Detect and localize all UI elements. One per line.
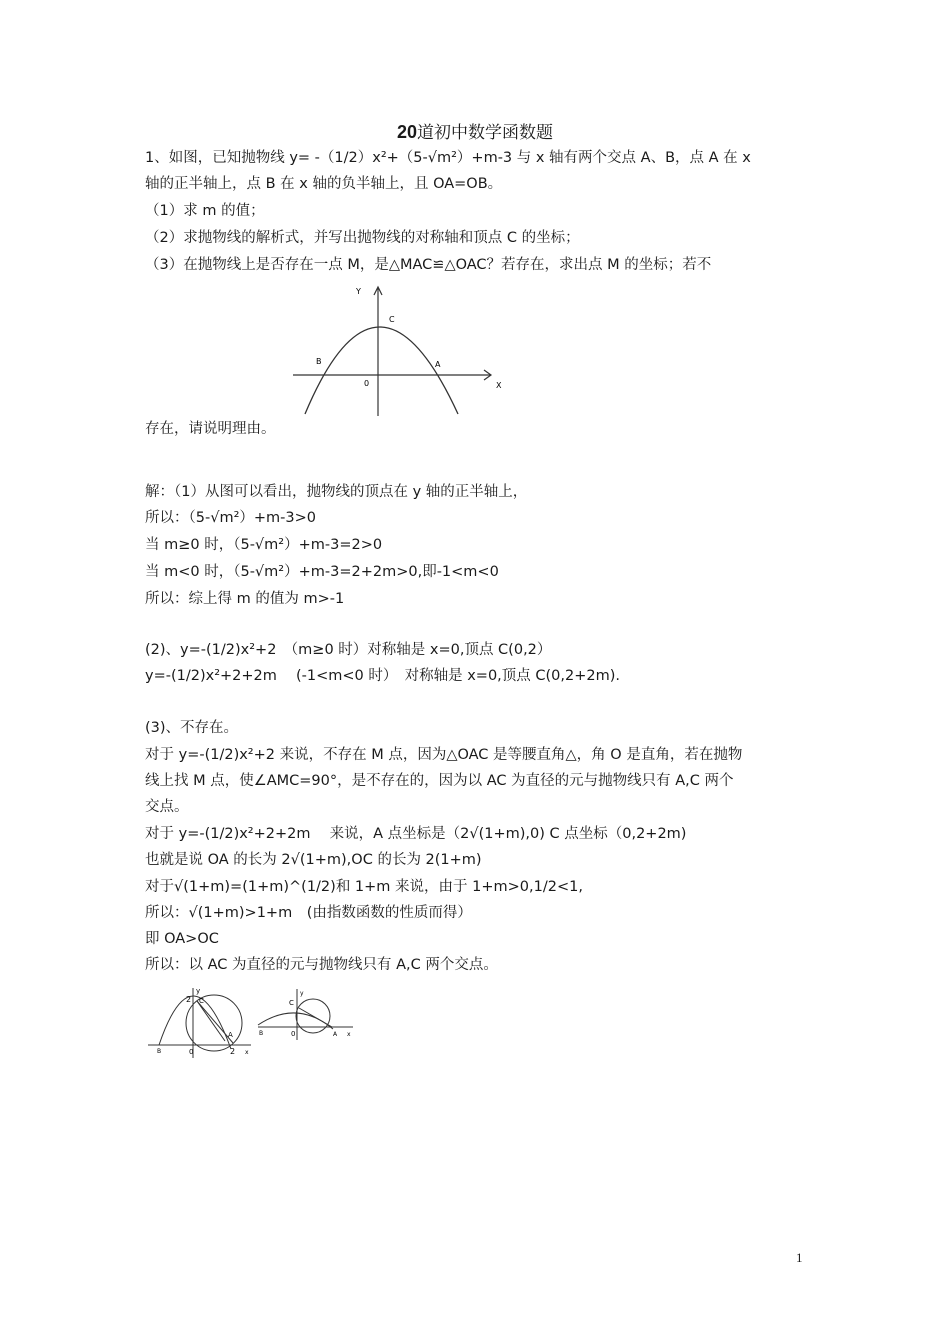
fig2-b-label: B xyxy=(157,1048,162,1055)
title-number: 20 xyxy=(396,122,418,142)
problem-line-1: 1、如图，已知抛物线 y= -（1/2）x²+（5-√m²）+m-3 与 x 轴有两个交点 A、B，点 A 在 x xyxy=(145,150,751,166)
solution-line-17: 所以：以 AC 为直径的元与抛物线只有 A,C 两个交点。 xyxy=(145,957,498,973)
fig2-segment-cm xyxy=(197,1001,225,1041)
solution-line-14: 对于√(1+m)=(1+m)^(1/2)和 1+m 来说，由于 1+m>0,1/2<1, xyxy=(145,879,583,895)
solution-line-4: 当 m<0 时，（5-√m²）+m-3=2+2m>0,即-1<m<0 xyxy=(145,564,499,580)
parabola-figure xyxy=(290,280,510,420)
solution-line-2: 所以：（5-√m²）+m-3>0 xyxy=(145,510,316,526)
problem-line-4: （2）求抛物线的解析式，并写出抛物线的对称轴和顶点 C 的坐标； xyxy=(145,230,580,246)
fig3-o-label: 0 xyxy=(291,1030,296,1038)
solution-line-5: 所以：综上得 m 的值为 m>-1 xyxy=(145,591,345,607)
fig2-c-label: C xyxy=(199,997,204,1005)
fig3-b-label: B xyxy=(259,1030,264,1037)
y-axis-label: Y xyxy=(356,287,361,296)
solution-line-11: 交点。 xyxy=(145,799,189,815)
fig3-a-label: A xyxy=(333,1031,338,1038)
fig2-o-label: 0 xyxy=(189,1048,194,1056)
fig3-y-label: y xyxy=(300,990,304,997)
solution-line-10: 线上找 M 点，使∠AMC=90°，是不存在的，因为以 AC 为直径的元与抛物线只有 A,C 两个 xyxy=(145,773,734,789)
fig3-segment-ac xyxy=(299,1008,332,1027)
fig2-a-label: A xyxy=(228,1031,233,1039)
origin-label: 0 xyxy=(364,379,370,388)
solution-line-9: 对于 y=-(1/2)x²+2 来说，不存在 M 点，因为△OAC 是等腰直角△，角 O 是直角，若在抛物 xyxy=(145,747,743,763)
solution-line-15: 所以：√(1+m)>1+m (由指数函数的性质而得） xyxy=(145,905,472,921)
fig2-parabola xyxy=(159,996,231,1049)
problem-line-3: （1）求 m 的值； xyxy=(145,203,265,219)
solution-line-8: (3)、不存在。 xyxy=(145,720,239,736)
circle-figure-2 xyxy=(255,985,360,1045)
point-b-label: B xyxy=(316,357,322,366)
problem-line-6: 存在，请说明理由。 xyxy=(145,421,276,437)
solution-line-13: 也就是说 OA 的长为 2√(1+m),OC 的长为 2(1+m) xyxy=(145,852,482,868)
solution-line-6: (2)、y=-(1/2)x²+2 （m≥0 时）对称轴是 x=0,顶点 C(0,2） xyxy=(145,642,552,658)
title-text: 道初中数学函数题 xyxy=(417,123,554,143)
fig3-c-label: C xyxy=(289,999,294,1007)
solution-line-1: 解：（1）从图可以看出，抛物线的顶点在 y 轴的正半轴上， xyxy=(145,484,528,500)
fig3-x-label: x xyxy=(347,1031,351,1038)
problem-line-2: 轴的正半轴上，点 B 在 x 轴的负半轴上，且 OA=OB。 xyxy=(145,176,503,192)
page-number: 1 xyxy=(796,1250,803,1265)
fig2-two-top: 2 xyxy=(186,995,192,1004)
vertex-c-label: C xyxy=(389,315,395,324)
fig2-y-label: y xyxy=(196,987,201,995)
document-title xyxy=(0,118,950,143)
fig2-circle xyxy=(186,995,242,1051)
problem-line-5: （3）在抛物线上是否存在一点 M，是△MAC≌△OAC？若存在，求出点 M 的坐标；若不 xyxy=(145,257,712,273)
point-a-label: A xyxy=(435,360,441,369)
x-axis-label: X xyxy=(496,381,502,390)
circle-figure-1 xyxy=(145,985,255,1060)
solution-line-3: 当 m≥0 时，（5-√m²）+m-3=2>0 xyxy=(145,537,383,553)
solution-line-7: y=-(1/2)x²+2+2m (-1<m<0 时） 对称轴是 x=0,顶点 C(0,2+2m). xyxy=(145,668,621,684)
fig2-two-right: 2 xyxy=(230,1047,236,1056)
solution-line-16: 即 OA>OC xyxy=(145,931,219,947)
solution-line-12: 对于 y=-(1/2)x²+2+2m 来说，A 点坐标是（2√(1+m),0) C 点坐标（0,2+2m) xyxy=(145,826,687,842)
parabola-curve xyxy=(305,327,458,414)
fig2-x-label: x xyxy=(245,1049,249,1056)
